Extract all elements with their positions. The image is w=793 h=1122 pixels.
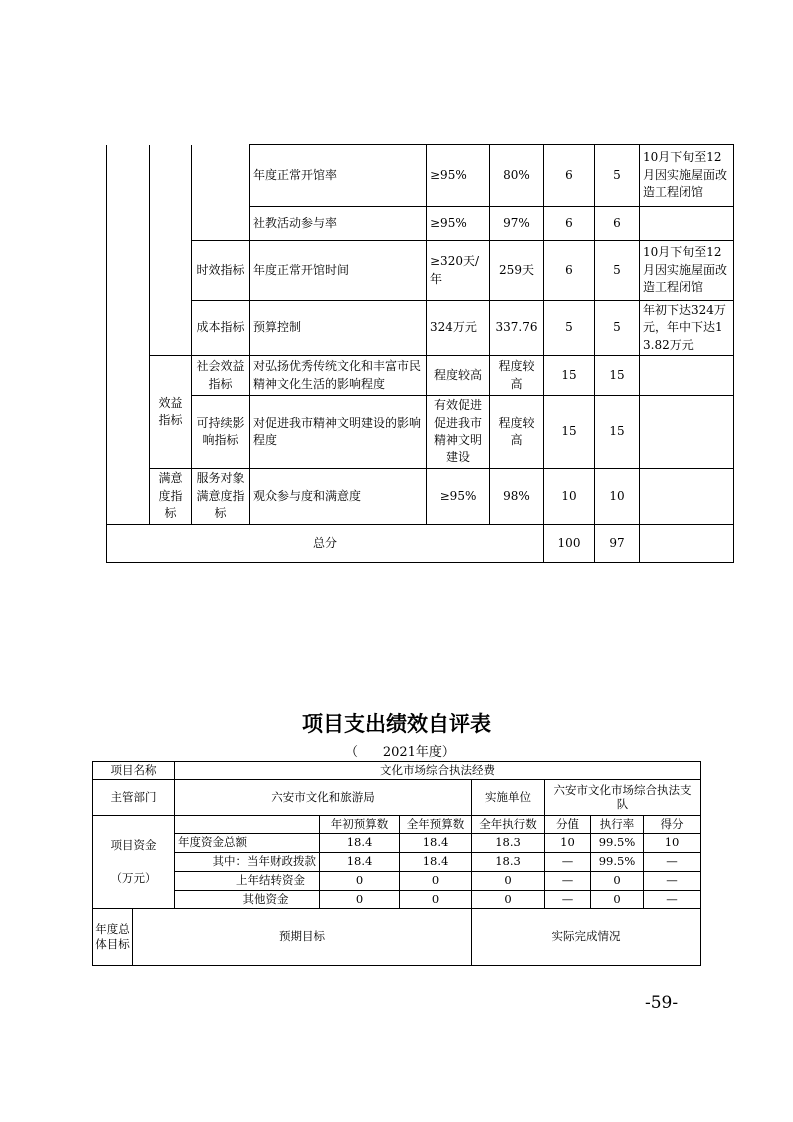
project-funds-label-cell (93, 815, 175, 908)
year-subtitle (345, 741, 455, 760)
project-funds-label: 项目资金 (110, 838, 157, 852)
score-value: 5 (595, 145, 640, 207)
note-text: 10月下旬至12月因实施屋面改造工程闭馆 (640, 145, 734, 207)
score-value: 5 (595, 241, 640, 301)
target-value: 程度较高 (427, 356, 490, 396)
table-row (93, 908, 701, 965)
header-annual-executed: 全年执行数 (472, 815, 545, 833)
note-text: 年初下达324万元，年中下达13.82万元 (640, 301, 734, 356)
weight-value: 6 (544, 207, 595, 241)
table-row (93, 852, 701, 871)
sub-indicator-label: 服务对象满意度指标 (192, 468, 250, 524)
indicator-name: 年度正常开馆率 (250, 145, 427, 207)
fund-row-label: 其中：当年财政拨款 (175, 852, 320, 871)
actual-value: 97% (490, 207, 544, 241)
actual-value: 98% (490, 468, 544, 524)
fund-executed: 0 (472, 871, 545, 890)
header-blank (175, 815, 320, 833)
score-value: 15 (595, 396, 640, 469)
fund-row-label: 上年结转资金 (175, 871, 320, 890)
primary-indicator-cell (107, 145, 150, 525)
note-text (640, 396, 734, 469)
weight-value: 5 (544, 301, 595, 356)
department-value: 六安市文化和旅游局 (175, 779, 472, 815)
fund-annual: 0 (400, 890, 472, 908)
fund-initial: 0 (320, 871, 400, 890)
total-score: 97 (595, 524, 640, 562)
fund-annual: 0 (400, 871, 472, 890)
sub-indicator-label: 社会效益指标 (192, 356, 250, 396)
fund-initial: 18.4 (320, 833, 400, 852)
table-row (93, 779, 701, 815)
target-value: 324万元 (427, 301, 490, 356)
tertiary-indicator-cell (192, 145, 250, 241)
total-note (640, 524, 734, 562)
table-row (93, 815, 701, 833)
weight-value: 6 (544, 145, 595, 207)
performance-indicator-table-continued (106, 144, 734, 563)
fund-weight: — (545, 852, 591, 871)
score-value: 6 (595, 207, 640, 241)
fund-row-label: 其他资金 (175, 890, 320, 908)
fund-initial: 0 (320, 890, 400, 908)
weight-value: 6 (544, 241, 595, 301)
header-annual-budget: 全年预算数 (400, 815, 472, 833)
total-weight: 100 (544, 524, 595, 562)
group-label-satisfaction: 满意度指标 (150, 468, 192, 524)
fund-annual: 18.4 (400, 833, 472, 852)
expected-goal-label: 预期目标 (133, 908, 472, 965)
indicator-name: 预算控制 (250, 301, 427, 356)
actual-value: 程度较高 (490, 396, 544, 469)
page-title: 项目支出绩效自评表 (302, 712, 491, 736)
fund-executed: 18.3 (472, 852, 545, 871)
weight-value: 15 (544, 356, 595, 396)
fund-score: — (644, 890, 701, 908)
fund-executed: 18.3 (472, 833, 545, 852)
note-text (640, 207, 734, 241)
weight-value: 15 (544, 396, 595, 469)
fund-rate: 99.5% (591, 852, 644, 871)
table-row (107, 145, 734, 207)
actual-completion-label: 实际完成情况 (472, 908, 701, 965)
actual-value: 337.76 (490, 301, 544, 356)
fund-score: — (644, 871, 701, 890)
target-value: ≥95% (427, 207, 490, 241)
sub-indicator-label: 成本指标 (192, 301, 250, 356)
target-value: ≥320天/年 (427, 241, 490, 301)
note-text (640, 356, 734, 396)
score-value: 5 (595, 301, 640, 356)
project-name-label: 项目名称 (93, 762, 175, 780)
actual-value: 259天 (490, 241, 544, 301)
fund-executed: 0 (472, 890, 545, 908)
project-funds-unit: （万元） (110, 870, 157, 885)
fund-score: 10 (644, 833, 701, 852)
group-label-effect: 效益指标 (150, 356, 192, 469)
spacer (96, 853, 171, 871)
table-row (107, 241, 734, 301)
table-row (93, 762, 701, 780)
actual-value: 程度较高 (490, 356, 544, 396)
fund-initial: 18.4 (320, 852, 400, 871)
annual-goal-label: 年度总体目标 (93, 908, 133, 965)
header-execution-rate: 执行率 (591, 815, 644, 833)
sub-indicator-label: 时效指标 (192, 241, 250, 301)
table-row (93, 833, 701, 852)
header-score: 得分 (644, 815, 701, 833)
sub-indicator-label: 可持续影响指标 (192, 396, 250, 469)
table-row (107, 468, 734, 524)
score-value: 10 (595, 468, 640, 524)
table-row (93, 871, 701, 890)
project-name-value: 文化市场综合执法经费 (175, 762, 701, 780)
note-text: 10月下旬至12月因实施屋面改造工程闭馆 (640, 241, 734, 301)
score-value: 15 (595, 356, 640, 396)
indicator-name: 社教活动参与率 (250, 207, 427, 241)
fund-weight: — (545, 871, 591, 890)
fund-annual: 18.4 (400, 852, 472, 871)
target-value: ≥95% (427, 468, 490, 524)
page-number: -59- (645, 993, 679, 1013)
total-label: 总分 (107, 524, 544, 562)
year-open-paren: （ (345, 745, 359, 760)
target-value: 有效促进促进我市精神文明建设 (427, 396, 490, 469)
fund-score: — (644, 852, 701, 871)
implementing-unit-label: 实施单位 (472, 779, 545, 815)
fund-weight: — (545, 890, 591, 908)
fund-weight: 10 (545, 833, 591, 852)
header-initial-budget: 年初预算数 (320, 815, 400, 833)
note-text (640, 468, 734, 524)
fund-rate: 0 (591, 871, 644, 890)
indicator-name: 年度正常开馆时间 (250, 241, 427, 301)
table-row (107, 396, 734, 469)
table-row (93, 890, 701, 908)
table-row (107, 356, 734, 396)
indicator-name: 对弘扬优秀传统文化和丰富市民精神文化生活的影响程度 (250, 356, 427, 396)
implementing-unit-value: 六安市文化市场综合执法支队 (545, 779, 701, 815)
secondary-indicator-cell (150, 145, 192, 356)
header-weight: 分值 (545, 815, 591, 833)
actual-value: 80% (490, 145, 544, 207)
year-label: 2021年度） (382, 745, 455, 760)
project-expenditure-self-evaluation-table (92, 761, 701, 966)
fund-rate: 99.5% (591, 833, 644, 852)
table-row (107, 301, 734, 356)
weight-value: 10 (544, 468, 595, 524)
indicator-name: 对促进我市精神文明建设的影响程度 (250, 396, 427, 469)
total-row (107, 524, 734, 562)
fund-row-label: 年度资金总额 (175, 833, 320, 852)
indicator-name: 观众参与度和满意度 (250, 468, 427, 524)
fund-rate: 0 (591, 890, 644, 908)
department-label: 主管部门 (93, 779, 175, 815)
target-value: ≥95% (427, 145, 490, 207)
